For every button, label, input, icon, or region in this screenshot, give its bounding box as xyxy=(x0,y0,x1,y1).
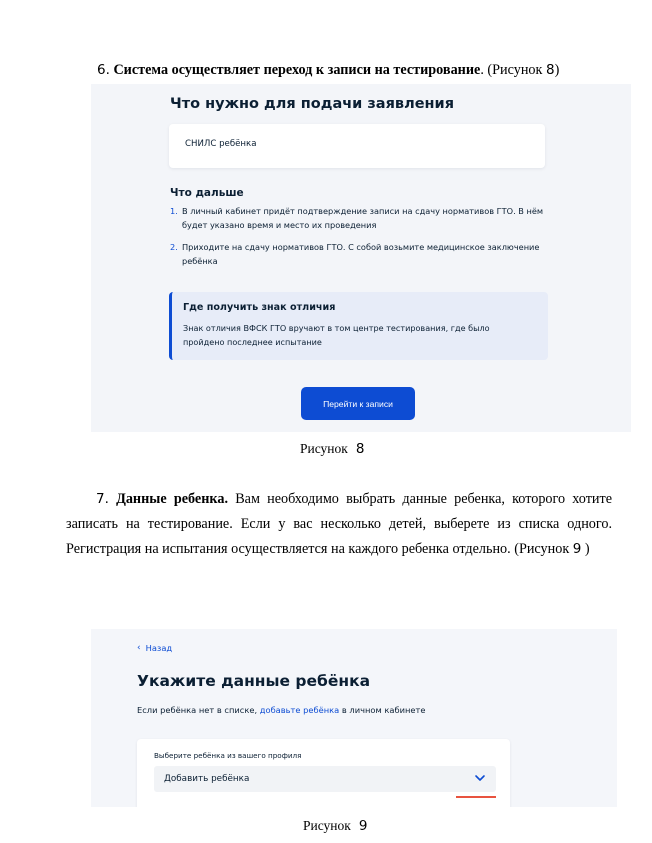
paragraph-number: 6. xyxy=(97,62,110,78)
step-text: В личный кабинет придёт подтверждение записи на сдачу нормативов ГТО. В нём будет указано время и место их проведения xyxy=(182,206,544,230)
paragraph-6 xyxy=(97,58,637,83)
page-subtitle xyxy=(137,705,425,715)
chevron-down-icon xyxy=(474,772,486,784)
child-select[interactable] xyxy=(154,766,496,792)
figure-9-screenshot xyxy=(91,629,617,807)
step-number: 2. xyxy=(170,242,178,252)
figure-8-caption xyxy=(300,441,364,457)
requirement-text: СНИЛС ребёнка xyxy=(185,139,257,149)
list-item xyxy=(170,205,570,232)
info-text: Знак отличия ВФСК ГТО вручают в том центре тестирования, где было пройдено последнее испытание xyxy=(183,323,490,347)
subtitle-pre: Если ребёнка нет в списке, xyxy=(137,705,258,715)
figure-9-caption xyxy=(303,818,367,834)
requirement-card xyxy=(169,124,545,168)
next-steps-list xyxy=(170,205,570,277)
figure-ref: 9 xyxy=(572,541,582,557)
figure-8-screenshot xyxy=(91,84,631,432)
go-to-booking-button[interactable]: Перейти к записи xyxy=(301,387,415,420)
caption-number: 9 xyxy=(358,818,368,834)
info-title: Где получить знак отличия xyxy=(183,302,336,313)
paren-close: ) xyxy=(584,541,590,557)
section-title: Что нужно для подачи заявления xyxy=(170,96,455,112)
step-text: Приходите на сдачу нормативов ГТО. С собой возьмите медицинское заключение ребёнка xyxy=(182,242,540,266)
back-label: Назад xyxy=(145,643,173,653)
paragraph-heading: Система осуществляет переход к записи на тестирование xyxy=(113,62,481,78)
add-child-link[interactable]: добавьте ребёнка xyxy=(259,705,340,715)
paragraph-number: 7. xyxy=(96,491,109,507)
child-select-card xyxy=(137,739,510,807)
page-title: Укажите данные ребёнка xyxy=(137,672,371,690)
info-callout xyxy=(169,292,548,360)
paragraph-heading: Данные ребенка. xyxy=(116,491,229,507)
next-steps-title: Что дальше xyxy=(170,187,244,199)
chevron-left-icon: ‹ xyxy=(137,642,141,653)
paragraph-text: Вам необходимо выбрать данные ребенка, которого хотите записать на тестирование. Если у вас несколько детей, выберете из списка одного. Регистрация на испытания осуществляется на каждого ребенка отдельно. (Рисунок xyxy=(66,491,613,557)
step-number: 1. xyxy=(170,206,178,216)
caption-number: 8 xyxy=(355,441,365,457)
subtitle-post: в личном кабинете xyxy=(341,705,426,715)
figure-ref: 8 xyxy=(545,62,555,78)
list-item xyxy=(170,241,570,268)
select-value: Добавить ребёнка xyxy=(164,774,250,784)
paragraph-7 xyxy=(66,487,612,562)
select-label: Выберите ребёнка из вашего профиля xyxy=(154,751,302,760)
paragraph-tail: . (Рисунок xyxy=(480,62,543,78)
paren-close: ) xyxy=(554,62,560,78)
caption-word: Рисунок xyxy=(300,441,348,456)
caption-word: Рисунок xyxy=(303,818,351,833)
back-link[interactable] xyxy=(137,643,172,653)
focus-underline xyxy=(456,796,496,798)
